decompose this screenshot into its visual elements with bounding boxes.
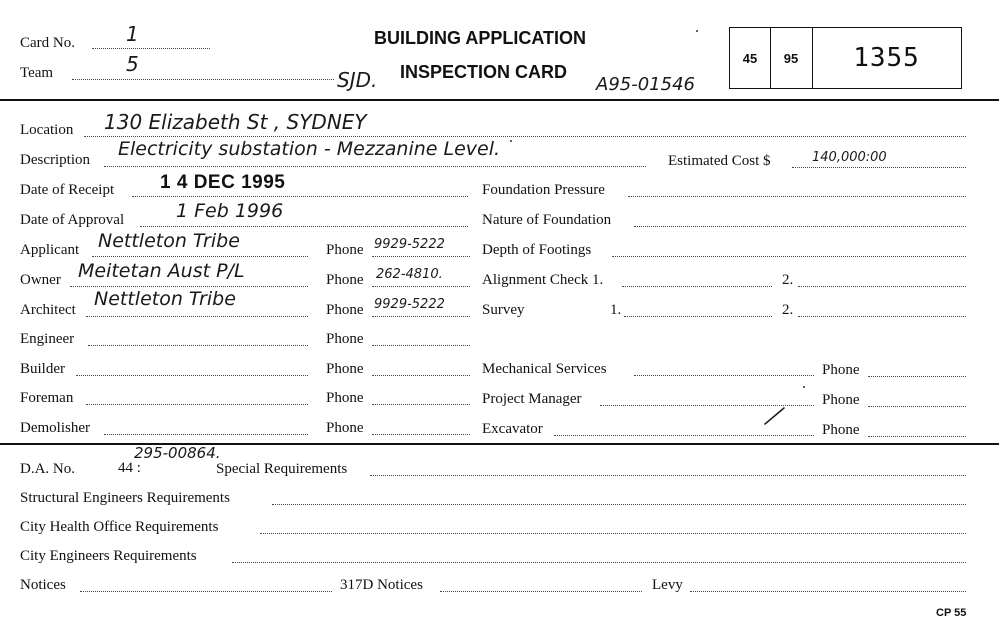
da-number-value: 295-00864. xyxy=(134,444,221,462)
owner-label: Owner xyxy=(20,272,61,288)
alignment-1-line xyxy=(622,286,772,287)
architect-line xyxy=(86,316,308,317)
survey-2-line xyxy=(798,316,966,317)
special-requirements-line xyxy=(370,475,966,476)
card-no-label: Card No. xyxy=(20,35,75,51)
project-manager-label: Project Manager xyxy=(482,391,582,407)
structural-line xyxy=(272,504,966,505)
owner-line xyxy=(70,286,308,287)
mechanical-label: Mechanical Services xyxy=(482,361,607,377)
foreman-phone-line xyxy=(372,404,470,405)
owner-value: Meitetan Aust P/L xyxy=(78,260,245,282)
architect-phone-line xyxy=(372,316,470,317)
owner-phone-label: Phone xyxy=(326,272,364,288)
card-no-line xyxy=(92,48,210,49)
builder-phone-line xyxy=(372,375,470,376)
team-value: 5 xyxy=(126,52,139,76)
levy-label: Levy xyxy=(652,577,683,593)
estimated-cost-value: 140,000:00 xyxy=(812,150,887,165)
owner-phone-line xyxy=(372,286,470,287)
engineer-phone-line xyxy=(372,345,470,346)
approval-label: Date of Approval xyxy=(20,212,125,228)
receipt-stamp: 1 4 DEC 1995 xyxy=(160,172,286,193)
da-prefix: 44 : xyxy=(118,460,141,476)
builder-line xyxy=(76,375,308,376)
notices-317d-line xyxy=(440,591,642,592)
applicant-label: Applicant xyxy=(20,242,80,258)
demolisher-phone-label: Phone xyxy=(326,420,364,436)
form-code: CP 55 xyxy=(936,607,967,619)
box-code-b: 95 xyxy=(783,50,799,66)
demolisher-line xyxy=(104,434,308,435)
notices-317d-label: 317D Notices xyxy=(340,577,423,593)
architect-phone-label: Phone xyxy=(326,302,364,318)
applicant-line xyxy=(92,256,308,257)
mechanical-line xyxy=(634,375,814,376)
city-engineers-label: City Engineers Requirements xyxy=(20,548,197,564)
excavator-phone-label: Phone xyxy=(822,422,860,438)
estimated-cost-line xyxy=(792,167,966,168)
ink-speck xyxy=(803,386,805,388)
alignment-label: Alignment Check 1. xyxy=(482,272,604,288)
survey-2-label: 2. xyxy=(782,302,794,318)
engineer-line xyxy=(88,345,308,346)
health-line xyxy=(260,533,966,534)
notices-line xyxy=(80,591,332,592)
description-value: Electricity substation - Mezzanine Level. xyxy=(118,138,501,160)
card-number-box xyxy=(729,27,962,89)
reference-number: A95-01546 xyxy=(596,74,695,95)
receipt-line xyxy=(132,196,468,197)
builder-phone-label: Phone xyxy=(326,361,364,377)
foundation-pressure-line xyxy=(628,196,966,197)
foreman-line xyxy=(86,404,308,405)
foundation-pressure-label: Foundation Pressure xyxy=(482,182,605,198)
mechanical-phone-label: Phone xyxy=(822,362,860,378)
demolisher-label: Demolisher xyxy=(20,420,90,436)
card-title-line2: INSPECTION CARD xyxy=(400,62,568,82)
applicant-phone-value: 9929-5222 xyxy=(374,237,445,252)
city-engineers-line xyxy=(232,562,966,563)
description-label: Description xyxy=(20,152,90,168)
alignment-2-label: 2. xyxy=(782,272,794,288)
header-rule xyxy=(0,99,999,101)
project-manager-phone-line xyxy=(868,406,966,407)
nature-foundation-label: Nature of Foundation xyxy=(482,212,612,228)
approval-value: 1 Feb 1996 xyxy=(176,200,284,222)
survey-1-line xyxy=(624,316,772,317)
survey-label: Survey xyxy=(482,302,525,318)
da-label: D.A. No. xyxy=(20,461,75,477)
team-line xyxy=(72,79,334,80)
team-label: Team xyxy=(20,65,54,81)
box-code-a: 45 xyxy=(742,50,758,66)
estimated-cost-label: Estimated Cost $ xyxy=(668,153,771,169)
depth-footings-line xyxy=(612,256,966,257)
excavator-phone-line xyxy=(868,436,966,437)
location-line xyxy=(84,136,966,137)
box-number: 1355 xyxy=(853,43,920,73)
applicant-phone-line xyxy=(372,256,470,257)
approval-line xyxy=(140,226,468,227)
inspector-initials: SJD. xyxy=(337,68,378,92)
ink-speck xyxy=(510,140,512,142)
ink-speck xyxy=(696,30,698,32)
card-no-value: 1 xyxy=(126,22,139,46)
structural-label: Structural Engineers Requirements xyxy=(20,490,230,506)
engineer-label: Engineer xyxy=(20,331,75,347)
notices-label: Notices xyxy=(20,577,66,593)
mechanical-phone-line xyxy=(868,376,966,377)
description-line xyxy=(104,166,646,167)
alignment-2-line xyxy=(798,286,966,287)
foreman-label: Foreman xyxy=(20,390,74,406)
architect-value: Nettleton Tribe xyxy=(94,288,236,310)
demolisher-phone-line xyxy=(372,434,470,435)
survey-1-label: 1. xyxy=(610,302,622,318)
health-label: City Health Office Requirements xyxy=(20,519,219,535)
architect-label: Architect xyxy=(20,302,76,318)
location-label: Location xyxy=(20,122,74,138)
special-requirements-label: Special Requirements xyxy=(216,461,348,477)
location-value: 130 Elizabeth St , SYDNEY xyxy=(104,110,367,134)
receipt-label: Date of Receipt xyxy=(20,182,115,198)
project-manager-phone-label: Phone xyxy=(822,392,860,408)
engineer-phone-label: Phone xyxy=(326,331,364,347)
excavator-line xyxy=(554,435,814,436)
excavator-label: Excavator xyxy=(482,421,543,437)
builder-label: Builder xyxy=(20,361,65,377)
nature-foundation-line xyxy=(634,226,966,227)
levy-line xyxy=(690,591,966,592)
owner-phone-value: 262-4810. xyxy=(376,267,443,282)
applicant-value: Nettleton Tribe xyxy=(98,230,240,252)
depth-footings-label: Depth of Footings xyxy=(482,242,592,258)
card-title-line1: BUILDING APPLICATION xyxy=(374,28,586,48)
applicant-phone-label: Phone xyxy=(326,242,364,258)
foreman-phone-label: Phone xyxy=(326,390,364,406)
architect-phone-value: 9929-5222 xyxy=(374,297,445,312)
pen-tick-mark xyxy=(762,404,788,428)
